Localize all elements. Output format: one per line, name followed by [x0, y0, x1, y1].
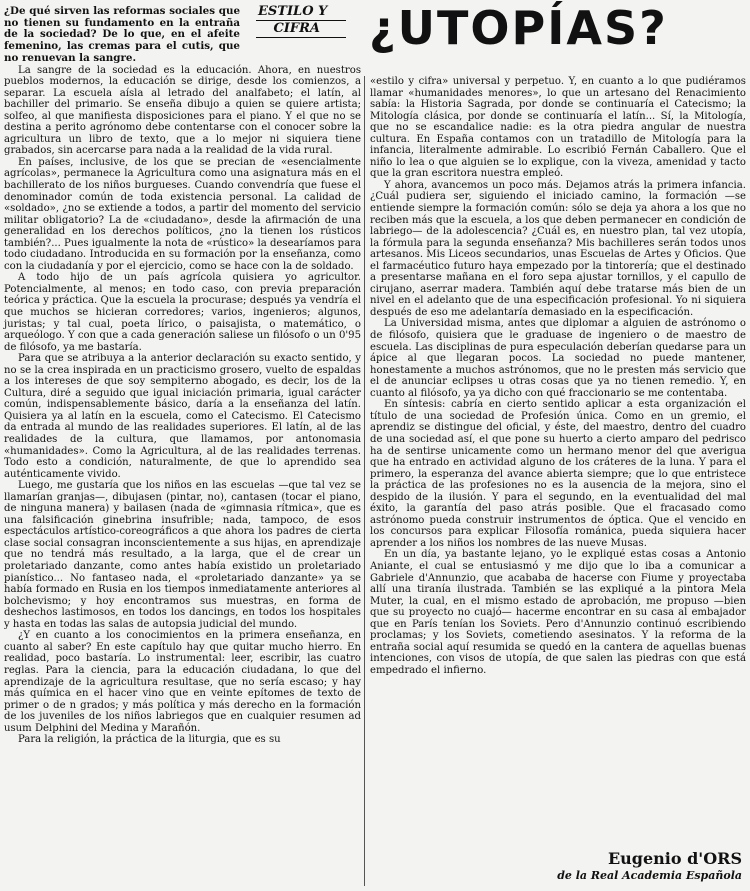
article-intro: ¿De qué sirven las reformas sociales que no tienen su fundamento en la entraña de la sociedad? De lo que, en el afeite femenino, las cremas para el cutis, que no renuevan la sangre.	[4, 5, 240, 64]
author-affiliation: de la Real Academia Española	[557, 869, 742, 882]
article-paragraph: Y ahora, avancemos un poco más. Dejamos atrás la primera infancia. ¿Cuál pudiera ser, siguiendo el iniciado camino, la formación —se entiende siempre la formación común: sólo se deja ya ahora a los que no reciben más que la escuela, a los que deben permanecer en condición de labriego— de la adolescencia? ¿Cuál es, en nuestro plan, tal vez utopía, la fórmula para la segunda enseñanza? Mis bachilleres serán todos unos artesanos. Mis Liceos secundarios, unas Escuelas de Artes y Oficios. Que el farmacéutico futuro haya empezado por la tintorería; que el destinado a presentarse mañana en el foro sepa ajustar tornillos, y el capullo de cirujano, aserrar madera. También aquí debe tratarse más bien de un nivel en el adelanto que de una especificación profesional. Yo ni siquiera después de eso me adelantaría demasiado en la especificación.	[370, 179, 746, 318]
article-paragraph: En un día, ya bastante lejano, yo le expliqué estas cosas a Antonio Aniante, el cual se entusiasmó y me dijo que lo iba a comunicar a Gabriele d'Annunzio, que acababa de hacerse con Fiume y proyectaba allí una tiranía ilustrada. También se las expliqué a la pintora Mela Muter, la cual, en el mismo estado de aprobación, me propuso —bien que su proyecto no cuajó— hacerme encontrar en su casa al embajador que en París tenían los Soviets. Pero d'Annunzio continuó escribiendo proclamas; y los Soviets, cometiendo asesinatos. Y la reforma de la entraña social aquí resumida se quedó en la cantera de aquellas buenas intenciones, con visos de utopía, de que salen las piedras con que está empedrado el infierno.	[370, 549, 746, 676]
article-paragraph: La sangre de la sociedad es la educación. Ahora, en nuestros pueblos modernos, la educación se dirige, desde los comienzos, a separar. La escuela aísla al letrado del analfabeto; el latín, al bachiller del primario. Se enseña dibujo a quien se quiere artista; solfeo, al que manifiesta disposiciones para el piano. Y el que no se destina a perito agrónomo debe contentarse con el conocer sobre la agricultura un libro de texto, que a lo mejor ni siquiera tiene grabados, sin acercarse para nada a la realidad de la vida rural.	[4, 64, 361, 157]
section-label-line1: ESTILO Y	[256, 4, 346, 21]
article-paragraph: En síntesis: cabría en cierto sentido aplicar a esta organización el título de una sociedad de Profesión única. Como en un gremio, el aprendiz se distingue del oficial, y éste, del maestro, dentro del cuadro de una sociedad así, el que pone su huerto a cierto amparo del pedrisco ha de sentirse unicamente como un hermano menor del que averigua que ha entrado en actividad alguno de los cráteres de la luna. Y para el primero, la esperanza del avance abierta siempre; que lo que entristece la práctica de las profesiones no es la ausencia de la mejora, sino el despido de la ilusión. Y para el segundo, en la eventualidad del mal éxito, la garantía del paso atrás posible. Que el fracasado como astrónomo pueda construir instrumentos de óptica. Que el vencido en los concursos para explicar Filosofía románica, pueda siquiera hacer aprender a los niños los nombres de las nueve Musas.	[370, 399, 746, 549]
article-column-right	[370, 76, 746, 676]
article-paragraph: ¿Y en cuanto a los conocimientos en la primera enseñanza, en cuanto al saber? En este capítulo hay que quitar mucho hierro. En realidad, poco bastaría. Lo instrumental: leer, escribir, las cuatro reglas. Para la ciencia, para la educación ciudadana, lo que del aprendizaje de la agricultura resultase, que no sería escaso; y hay más química en el hacer vino que en veinte epítomes de texto de primer o de n grados; y más política y más derecho en la formación de los juveniles de los niños labriegos que en cualquier resumen ad usum Delphini del Medina y Marañón.	[4, 630, 361, 734]
article-headline: ¿UTOPÍAS?	[369, 1, 668, 55]
column-divider	[364, 76, 365, 886]
article-paragraph: Luego, me gustaría que los niños en las escuelas —que tal vez se llamarían granjas—, dibujasen (pintar, no), cantasen (tocar el piano, de ninguna manera) y bailasen (nada de «gimnasia rítmica», que es una falsificación ginebrina insufrible; nada, tampoco, de esos espectáculos artístico-coreográficos a que ahora los padres de cierta clase social consagran inconscientemente a sus hijas, en aprendizaje que no tendrá más resultado, a la larga, que el de crear un proletariado danzante, como antes había existido un proletariado pianístico... No fantaseo nada, el «proletariado danzante» ya se había formado en Rusia en los tiempos inmediatamente anteriores al bolchevismo; y hoy encontramos sus muestras, en forma de deshechos lastimosos, en todos los dancings, en todos los hospitales y hasta en todas las salas de autopsia judicial del mundo.	[4, 480, 361, 630]
article-column-left	[4, 6, 361, 746]
article-paragraph: En países, inclusive, de los que se precian de «esencialmente agrícolas», permanece la Agricultura como una asignatura más en el bachillerato de los niños burgueses. Cuando convendría que fuese el denominador común de toda existencia personal. La calidad de «soldado», ¿no se extiende a todos, a partir del momento del servicio militar obligatorio? La de «ciudadano», desde la afirmación de una generalidad en los derechos políticos, ¿no la tienen los rústicos también?... Pues igualmente la nota de «rústico» la desearíamos para todo ciudadano. Introducida en su formación por la enseñanza, como con la ciudadanía y por el ejercicio, como se hace con la de soldado.	[4, 156, 361, 272]
article-paragraph: A todo hijo de un país agrícola quisiera yo agricultor. Potencialmente, al menos; en todo caso, con previa preparación teórica y práctica. Que la escuela la procurase; después ya vendría el que muchos se hicieran corredores; varios, ingenieros; algunos, juristas; y tal cual, poeta lírico, o paisajista, o matemático, o arqueólogo. Y con que a cada generación saliese un filósofo o un 0'95 de filósofo, ya me bastaría.	[4, 272, 361, 353]
article-paragraph: «estilo y cifra» universal y perpetuo. Y, en cuanto a lo que pudiéramos llamar «humanidades menores», lo que un artesano del Renacimiento sabía: la Historia Sagrada, por donde se continuaría el Catecismo; la Mitología clásica, por donde se continuaría el latín... Sí, la Mitología, que no se escandalice nadie: es la otra piedra angular de nuestra cultura. En España contamos con un tratadillo de Mitología para la infancia, literalmente admirable. Lo escribió Fernán Caballero. Que el niño lo lea o que alguien se lo explique, con la viveza, amenidad y tacto que la gran escritora nuestra empleó.	[370, 76, 746, 180]
article-paragraph: Para que se atribuya a la anterior declaración su exacto sentido, y no se la crea inspirada en un practicismo grosero, vuelto de espaldas a los intereses de que soy sempiterno abogado, es decir, los de la Cultura, diré a seguido que igual iniciación primaria, igual carácter común, indispensablemente básico, daría a la enseñanza del latín. Quisiera ya al latín en la escuela, como el Catecismo. El Catecismo da entrada al mundo de las realidades superiores. El latín, al de las realidades de la cultura, que llamamos, por antonomasia «humanidades». Como la Agricultura, al de las realidades terrenas. Todo esto a condición, naturalmente, de que lo aprendido sea auténticamente vivido.	[4, 353, 361, 480]
author-name: Eugenio d'ORS	[607, 849, 742, 868]
article-signature	[557, 849, 742, 883]
article-paragraph: Para la religión, la práctica de la liturgia, que es su	[18, 734, 281, 746]
section-label-line2: CIFRA	[256, 21, 346, 38]
article-paragraph: La Universidad misma, antes que diplomar a alguien de astrónomo o de filósofo, quisiera que le graduase de ingeniero o de maestro de escuela. Las disciplinas de pura especulación deberían quedarse para un ápice al que llegaran pocos. La sociedad no puede mantener, honestamente a muchos astrónomos, que no le presten más servicio que el de anunciar eclipses u otras cosas que ya no tienen remedio. Y, en cuanto al filósofo, ya ya dicho con qué fraccionario se me contentaba.	[370, 318, 746, 399]
